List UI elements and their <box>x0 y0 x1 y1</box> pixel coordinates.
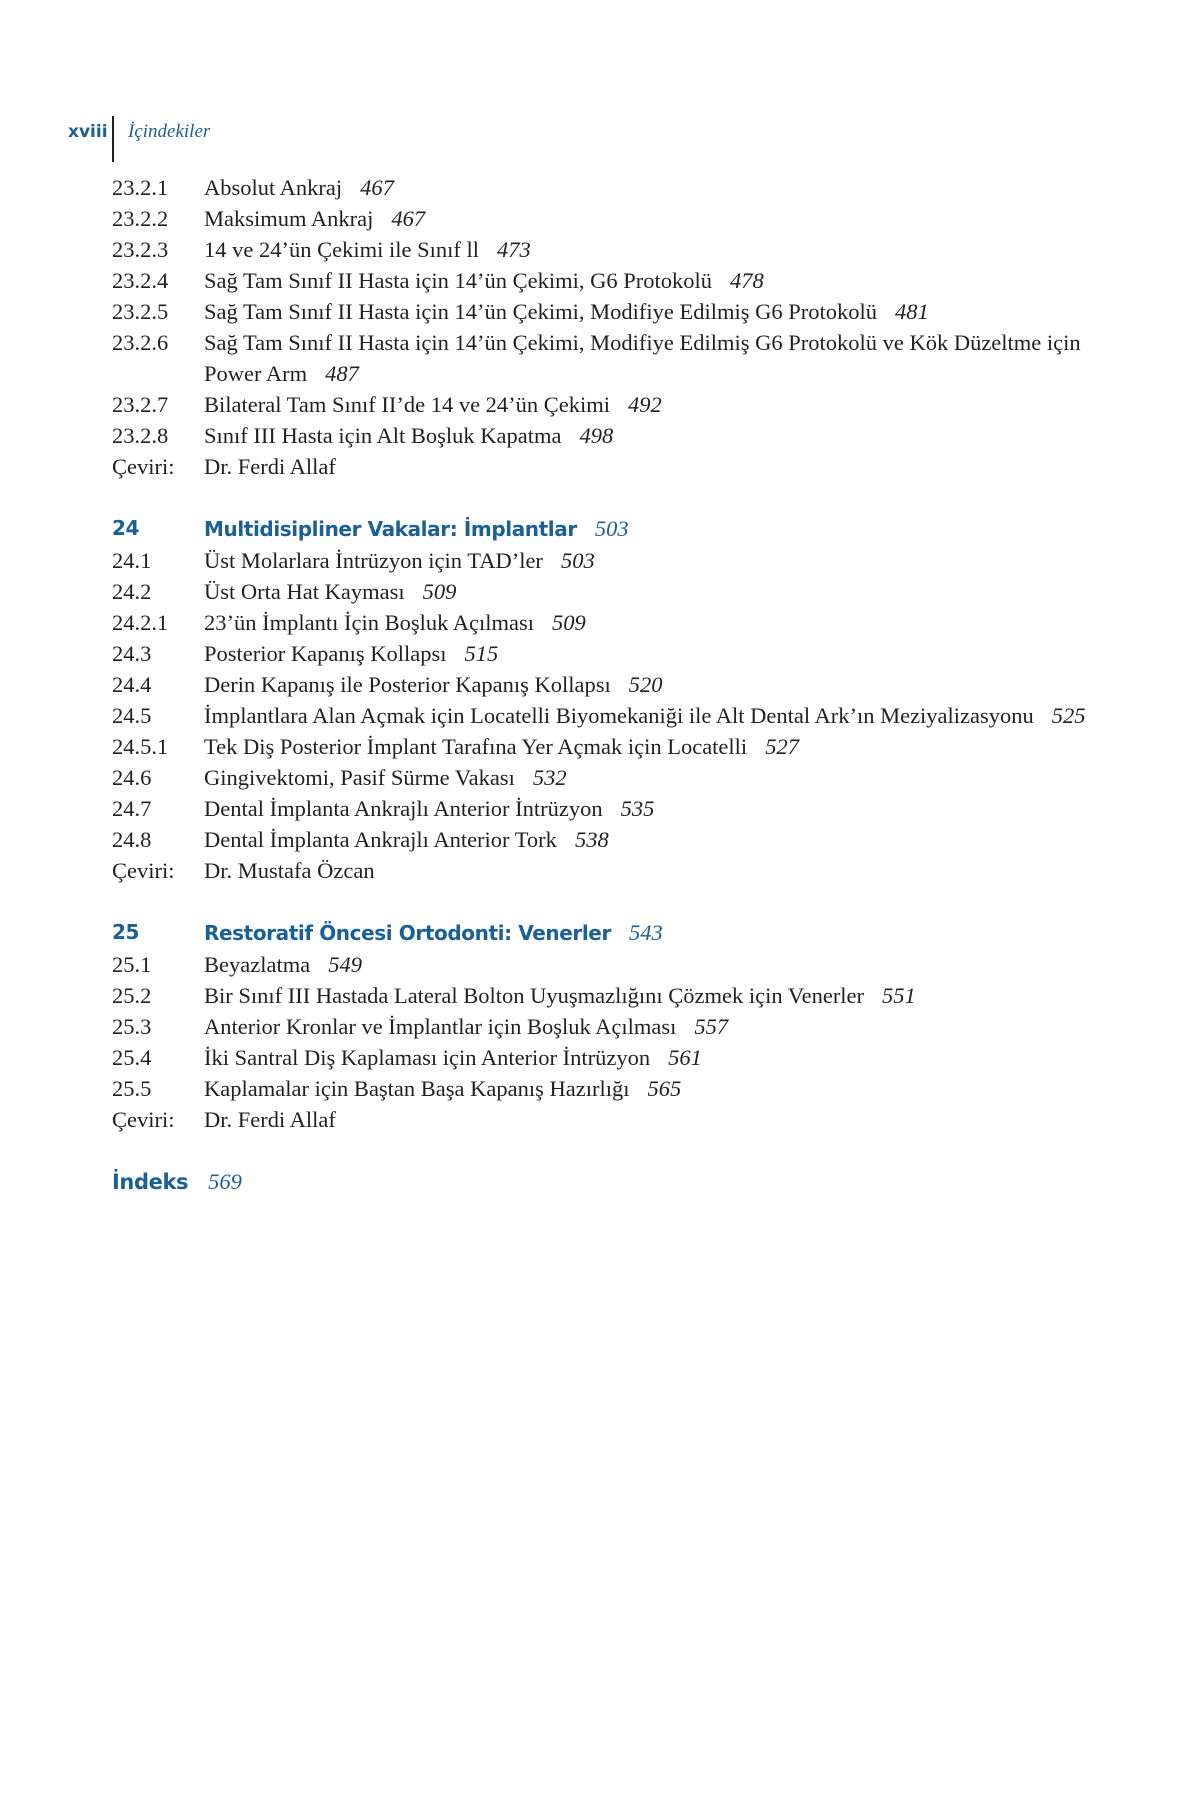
entry-number: 24.5.1 <box>112 734 169 759</box>
entry-title: Posterior Kapanış Kollapsı <box>204 641 447 666</box>
entry-page: 515 <box>464 641 499 666</box>
toc-entry[interactable] <box>112 700 1112 731</box>
toc-entry[interactable] <box>112 327 1112 389</box>
translator-label: Çeviri: <box>112 858 175 883</box>
toc-entry[interactable] <box>112 172 1112 203</box>
index-entry[interactable] <box>112 1166 1112 1198</box>
entry-title: Sağ Tam Sınıf II Hasta için 14’ün Çekimi, Modifiye Edilmiş G6 Protokolü <box>204 299 877 324</box>
toc-entry[interactable] <box>112 1042 1112 1073</box>
entry-title: Üst Orta Hat Kayması <box>204 579 405 604</box>
entry-page: 538 <box>574 827 609 852</box>
entry-number: 24.2 <box>112 579 152 604</box>
entry-number: 24.8 <box>112 827 152 852</box>
entry-page: 467 <box>360 175 394 200</box>
entry-page: 535 <box>620 796 655 821</box>
entry-number: 23.2.4 <box>112 268 169 293</box>
entry-page: 467 <box>391 206 426 231</box>
entry-title: Dental İmplanta Ankrajlı Anterior İntrüzyon <box>204 796 603 821</box>
header-divider <box>112 116 114 162</box>
entry-page: 532 <box>532 765 567 790</box>
toc-entry[interactable] <box>112 234 1112 265</box>
entry-page: 481 <box>894 299 929 324</box>
entry-number: 23.2.1 <box>112 175 169 200</box>
entry-number: 25.1 <box>112 952 152 977</box>
translator-credit <box>112 451 1112 482</box>
entry-page: 565 <box>647 1076 682 1101</box>
entry-title: Beyazlatma <box>204 952 311 977</box>
toc-entry[interactable] <box>112 980 1112 1011</box>
toc-entry[interactable] <box>112 296 1112 327</box>
toc-entry[interactable] <box>112 420 1112 451</box>
chapter-heading-24[interactable] <box>112 513 1112 545</box>
chapter-number: 24 <box>112 516 140 540</box>
entry-page: 503 <box>560 548 595 573</box>
chapter-page: 503 <box>594 516 629 541</box>
chapter-title: Multidisipliner Vakalar: İmplantlar <box>204 517 577 541</box>
index-label: İndeks <box>112 1170 189 1194</box>
toc-entry[interactable] <box>112 638 1112 669</box>
translator-name: Dr. Mustafa Özcan <box>204 858 375 883</box>
entry-page: 527 <box>765 734 799 759</box>
toc-entry[interactable] <box>112 762 1112 793</box>
toc-entry[interactable] <box>112 949 1112 980</box>
entry-page: 509 <box>551 610 586 635</box>
entry-number: 24.4 <box>112 672 152 697</box>
entry-page: 551 <box>882 983 916 1008</box>
entry-page: 473 <box>496 237 531 262</box>
entry-title: Maksimum Ankraj <box>204 206 374 231</box>
entry-number: 23.2.2 <box>112 206 169 231</box>
translator-label: Çeviri: <box>112 454 175 479</box>
toc-entry[interactable] <box>112 793 1112 824</box>
entry-title: Üst Molarlara İntrüzyon için TAD’ler <box>204 548 543 573</box>
entry-title: Bilateral Tam Sınıf II’de 14 ve 24’ün Çekimi <box>204 392 611 417</box>
chapter-24-entries <box>112 545 1112 855</box>
entry-title: 14 ve 24’ün Çekimi ile Sınıf ll <box>204 237 479 262</box>
entry-page: 487 <box>325 361 359 386</box>
entry-title: İmplantlara Alan Açmak için Locatelli Biyomekaniği ile Alt Dental Ark’ın Meziyalizasyonu <box>204 703 1034 728</box>
entry-number: 24.5 <box>112 703 152 728</box>
entry-title: Sağ Tam Sınıf II Hasta için 14’ün Çekimi, G6 Protokolü <box>204 268 712 293</box>
entry-title: Sınıf III Hasta için Alt Boşluk Kapatma <box>204 423 562 448</box>
entry-number: 24.7 <box>112 796 152 821</box>
toc-entry[interactable] <box>112 731 1112 762</box>
entry-number: 24.2.1 <box>112 610 169 635</box>
toc-entry[interactable] <box>112 607 1112 638</box>
page-number: xviii <box>68 122 108 142</box>
entry-number: 23.2.5 <box>112 299 169 324</box>
chapter-page: 543 <box>628 920 663 945</box>
entry-title: Bir Sınıf III Hastada Lateral Bolton Uyuşmazlığını Çözmek için Venerler <box>204 983 865 1008</box>
entry-page: 520 <box>628 672 663 697</box>
entry-title: İki Santral Diş Kaplaması için Anterior İntrüzyon <box>204 1045 651 1070</box>
entry-number: 24.3 <box>112 641 152 666</box>
entry-number: 24.1 <box>112 548 152 573</box>
toc-entry[interactable] <box>112 389 1112 420</box>
entry-number: 25.5 <box>112 1076 152 1101</box>
entry-page: 509 <box>422 579 457 604</box>
entry-title: Derin Kapanış ile Posterior Kapanış Kollapsı <box>204 672 611 697</box>
running-title: İçindekiler <box>128 121 211 142</box>
entry-title: Gingivektomi, Pasif Sürme Vakası <box>204 765 515 790</box>
entry-number: 25.4 <box>112 1045 152 1070</box>
entry-number: 23.2.8 <box>112 423 169 448</box>
entry-number: 23.2.7 <box>112 392 169 417</box>
toc-entry[interactable] <box>112 824 1112 855</box>
chapter-title: Restoratif Öncesi Ortodonti: Venerler <box>204 921 611 945</box>
toc-entry[interactable] <box>112 265 1112 296</box>
index-page: 569 <box>208 1169 242 1194</box>
table-of-contents <box>112 172 1112 1198</box>
entry-title: Anterior Kronlar ve İmplantlar için Boşluk Açılması <box>204 1014 677 1039</box>
toc-entry[interactable] <box>112 1073 1112 1104</box>
chapter-heading-25[interactable] <box>112 917 1112 949</box>
entry-page: 498 <box>579 423 614 448</box>
entry-title: 23’ün İmplantı İçin Boşluk Açılması <box>204 610 534 635</box>
chapter-25-entries <box>112 949 1112 1104</box>
entry-number: 23.2.3 <box>112 237 169 262</box>
entry-title: Sağ Tam Sınıf II Hasta için 14’ün Çekimi, Modifiye Edilmiş G6 Protokolü ve Kök Düzeltme için Power Arm <box>204 330 1081 386</box>
toc-entry[interactable] <box>112 1011 1112 1042</box>
toc-entry[interactable] <box>112 669 1112 700</box>
entry-page: 561 <box>668 1045 702 1070</box>
entry-number: 25.3 <box>112 1014 152 1039</box>
entry-page: 478 <box>729 268 764 293</box>
translator-label: Çeviri: <box>112 1107 175 1132</box>
entry-title: Dental İmplanta Ankrajlı Anterior Tork <box>204 827 557 852</box>
section-23-entries <box>112 172 1112 451</box>
entry-page: 525 <box>1051 703 1086 728</box>
entry-page: 557 <box>694 1014 729 1039</box>
chapter-number: 25 <box>112 920 140 944</box>
toc-entry[interactable] <box>112 203 1112 234</box>
entry-page: 549 <box>328 952 362 977</box>
translator-name: Dr. Ferdi Allaf <box>204 1107 336 1132</box>
entry-title: Kaplamalar için Baştan Başa Kapanış Hazırlığı <box>204 1076 630 1101</box>
entry-number: 24.6 <box>112 765 152 790</box>
toc-entry[interactable] <box>112 576 1112 607</box>
entry-number: 23.2.6 <box>112 330 169 355</box>
translator-credit <box>112 1104 1112 1135</box>
entry-title: Tek Diş Posterior İmplant Tarafına Yer Açmak için Locatelli <box>204 734 748 759</box>
translator-credit <box>112 855 1112 886</box>
toc-entry[interactable] <box>112 545 1112 576</box>
translator-name: Dr. Ferdi Allaf <box>204 454 336 479</box>
entry-number: 25.2 <box>112 983 152 1008</box>
entry-page: 492 <box>628 392 662 417</box>
entry-title: Absolut Ankraj <box>204 175 343 200</box>
